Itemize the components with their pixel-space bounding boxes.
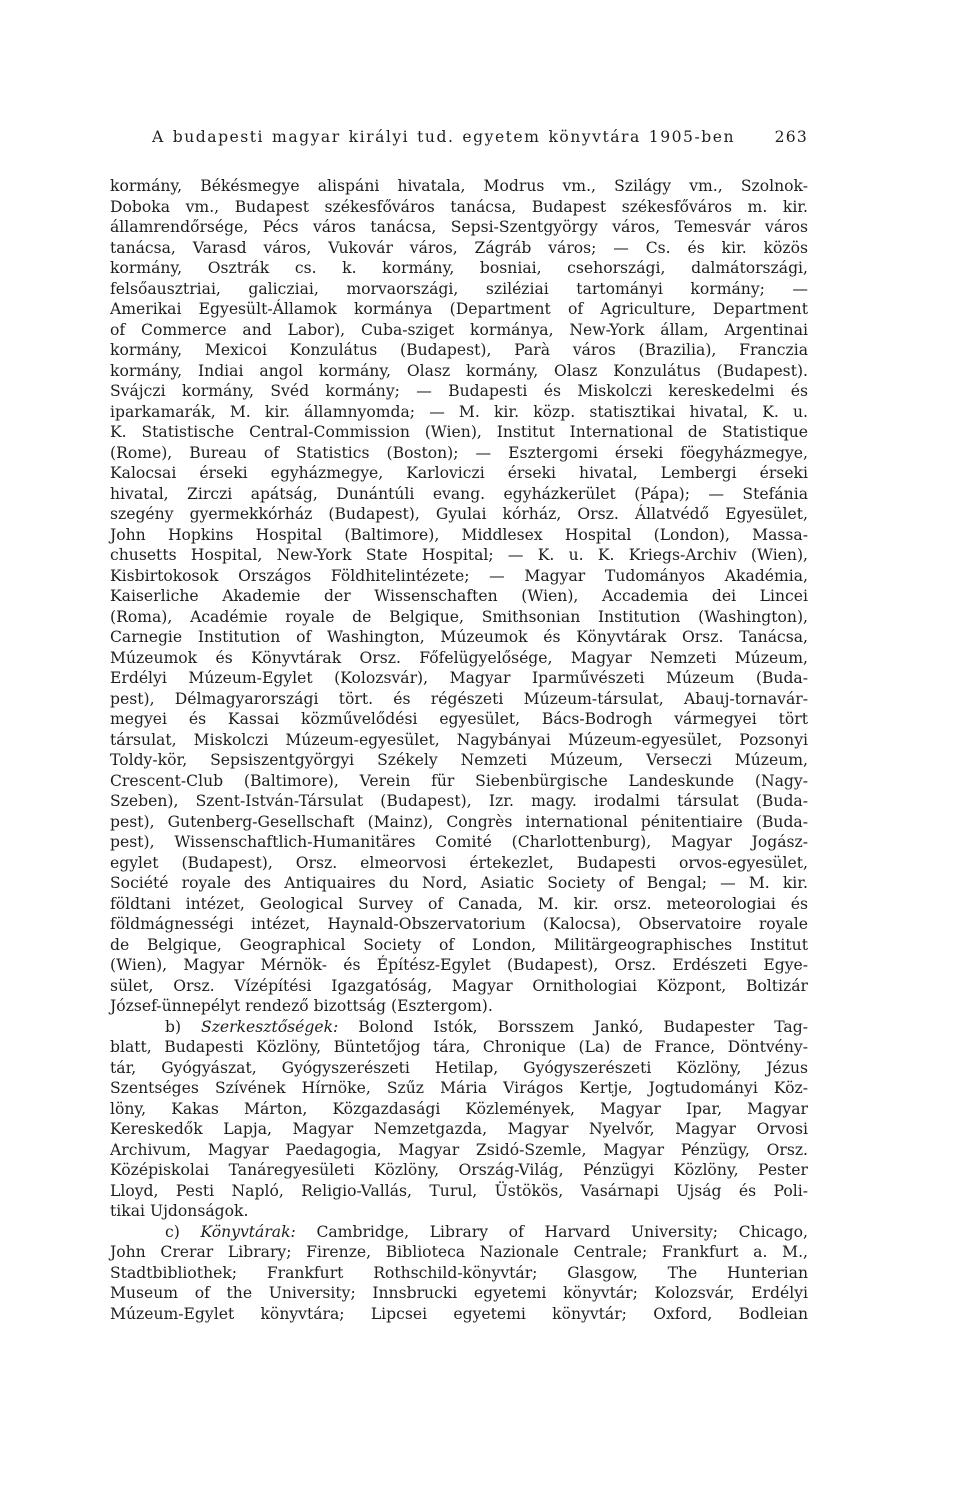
text-line: tikai Ujdonságok. xyxy=(110,1202,249,1220)
text-line: József-ünnepélyt rendező bizottság (Esztergom). xyxy=(110,997,493,1015)
text-line: felsőausztriai, galicziai, morvaországi, sziléziai tartományi kormány; — xyxy=(110,279,808,298)
section-heading: Szerkesztőségek: xyxy=(201,1017,339,1036)
text-line: Doboka vm., Budapest székesfőváros tanácsa, Budapest székesfőváros m. kir. xyxy=(110,197,808,216)
text-line: Lloyd, Pesti Napló, Religio-Vallás, Turul, Üstökös, Vasárnapi Ujság és Poli- xyxy=(110,1181,808,1200)
text-line: K. Statistische Central-Commission (Wien), Institut International de Statistique xyxy=(110,423,808,441)
text-line: Société royale des Antiquaires du Nord, Asiatic Society of Bengal; — M. kir. xyxy=(110,874,808,892)
text-line: pest), Gutenberg-Gesellschaft (Mainz), Congrès international pénitentiaire (Buda- xyxy=(110,812,808,831)
text-line: John Hopkins Hospital (Baltimore), Middlesex Hospital (London), Massa- xyxy=(110,525,808,544)
text-line: Bolond Istók, Borsszem Jankó, Budapester Tag- xyxy=(358,1017,808,1036)
text-line: kormány, Indiai angol kormány, Olasz kormány, Olasz Konzulátus (Budapest). xyxy=(110,361,808,380)
text-line: államrendőrsége, Pécs város tanácsa, Sepsi-Szentgyörgy város, Temesvár város xyxy=(110,218,808,236)
text-line: of Commerce and Labor), Cuba-sziget kormánya, New-York állam, Argentinai xyxy=(110,320,808,339)
text-line: Amerikai Egyesült-Államok kormánya (Department of Agriculture, Department xyxy=(110,300,808,318)
section-heading: Könyvtárak: xyxy=(200,1222,296,1241)
text-line: kormány, Osztrák cs. k. kormány, bosniai, csehországi, dalmátországi, xyxy=(110,259,808,277)
section-heading-line xyxy=(110,1017,808,1038)
text-line: löny, Kakas Márton, Közgazdasági Közlemények, Magyar Ipar, Magyar xyxy=(110,1099,808,1118)
text-line: Kalocsai érseki egyházmegye, Karloviczi érseki hivatal, Lembergi érseki xyxy=(110,464,808,482)
paragraph-b xyxy=(110,1017,808,1222)
text-line: kormány, Mexicoi Konzulátus (Budapest), Parà város (Brazilia), Franczia xyxy=(110,341,808,359)
paragraph-c xyxy=(110,1222,808,1325)
text-line: földtani intézet, Geological Survey of Canada, M. kir. orsz. meteorologiai és xyxy=(110,894,808,913)
text-line: Cambridge, Library of Harvard University; Chicago, xyxy=(316,1222,808,1241)
text-line: chusetts Hospital, New-York State Hospital; — K. u. K. Kriegs-Archiv (Wien), xyxy=(110,546,808,564)
text-line: (Rome), Bureau of Statistics (Boston); — Esztergomi érseki föegyházmegye, xyxy=(110,443,808,462)
text-line: társulat, Miskolczi Múzeum-egyesület, Nagybányai Múzeum-egyesület, Pozsonyi xyxy=(110,730,808,749)
text-line: Kereskedők Lapja, Magyar Nemzetgazda, Magyar Nyelvőr, Magyar Orvosi xyxy=(110,1120,808,1138)
text-line: Múzeum-Egylet könyvtára; Lipcsei egyetemi könyvtár; Oxford, Bodleian xyxy=(110,1304,808,1323)
text-line: Kaiserliche Akademie der Wissenschaften (Wien), Accademia dei Lincei xyxy=(110,587,808,605)
text-line: megyei és Kassai közművelődési egyesület, Bács-Bodrogh vármegyei tört xyxy=(110,710,808,728)
running-head: A budapesti magyar királyi tud. egyetem könyvtára 1905-ben xyxy=(152,128,735,146)
text-line: Középiskolai Tanáregyesületi Közlöny, Ország-Világ, Pénzügyi Közlöny, Pester xyxy=(110,1161,808,1179)
page-number: 263 xyxy=(774,128,808,146)
text-line: pest), Wissenschaftlich-Humanitäres Comité (Charlottenburg), Magyar Jogász- xyxy=(110,833,808,851)
text-line: Svájczi kormány, Svéd kormány; — Budapesti és Miskolczi kereskedelmi és xyxy=(110,382,808,400)
text-line: földmágnességi intézet, Haynald-Obszervatorium (Kalocsa), Observatoire royale xyxy=(110,915,808,933)
text-line: Kisbirtokosok Országos Földhitelintézete; — Magyar Tudományos Akadémia, xyxy=(110,566,808,585)
text-line: szegény gyermekkórház (Budapest), Gyulai kórház, Orsz. Állatvédő Egyesület, xyxy=(110,505,808,523)
text-line: sület, Orsz. Vízépítési Igazgatóság, Magyar Ornithologiai Központ, Boltizár xyxy=(110,976,808,995)
text-line: Szentséges Szívének Hírnöke, Szűz Mária Virágos Kertje, Jogtudományi Köz- xyxy=(110,1079,808,1097)
text-line: Toldy-kör, Sepsiszentgyörgyi Székely Nemzeti Múzeum, Verseczi Múzeum, xyxy=(110,751,808,769)
list-marker: c) xyxy=(165,1222,180,1241)
text-line: tár, Gyógyászat, Gyógyszerészeti Hetilap, Gyógyszerészeti Közlöny, Jézus xyxy=(110,1058,808,1077)
text-line: Crescent-Club (Baltimore), Verein für Siebenbürgische Landeskunde (Nagy- xyxy=(110,771,808,790)
section-heading-line xyxy=(110,1222,808,1243)
text-line: Museum of the University; Innsbrucki egyetemi könyvtár; Kolozsvár, Erdélyi xyxy=(110,1284,808,1302)
text-line: Stadtbibliothek; Frankfurt Rothschild-könyvtár; Glasgow, The Hunterian xyxy=(110,1263,808,1282)
text-line: Archivum, Magyar Paedagogia, Magyar Zsidó-Szemle, Magyar Pénzügy, Orsz. xyxy=(110,1140,808,1159)
text-line: egylet (Budapest), Orsz. elmeorvosi értekezlet, Budapesti orvos-egyesület, xyxy=(110,853,808,872)
text-line: hivatal, Zirczi apátság, Dunántúli evang. egyházkerület (Pápa); — Stefánia xyxy=(110,484,808,503)
text-line: pest), Délmagyarországi tört. és régészeti Múzeum-társulat, Abauj-tornavár- xyxy=(110,689,808,708)
text-line: de Belgique, Geographical Society of London, Militärgeographisches Institut xyxy=(110,935,808,954)
text-line: blatt, Budapesti Közlöny, Büntetőjog tára, Chronique (La) de France, Döntvény- xyxy=(110,1038,808,1056)
text-line: Szeben), Szent-István-Társulat (Budapest), Izr. magy. irodalmi társulat (Buda- xyxy=(110,792,808,810)
text-line: Carnegie Institution of Washington, Múzeumok és Könyvtárak Orsz. Tanácsa, xyxy=(110,628,808,646)
body-text xyxy=(110,176,808,1324)
text-line: tanácsa, Varasd város, Vukovár város, Zágráb város; — Cs. és kir. közös xyxy=(110,238,808,257)
text-line: iparkamarák, M. kir. államnyomda; — M. kir. közp. statisztikai hivatal, K. u. xyxy=(110,402,808,421)
paragraph-a xyxy=(110,176,808,1017)
text-line: kormány, Békésmegye alispáni hivatala, Modrus vm., Szilágy vm., Szolnok- xyxy=(110,177,808,195)
list-marker: b) xyxy=(165,1017,182,1036)
text-line: (Roma), Académie royale de Belgique, Smithsonian Institution (Washington), xyxy=(110,607,808,626)
text-line: Múzeumok és Könyvtárak Orsz. Főfelügyelősége, Magyar Nemzeti Múzeum, xyxy=(110,648,808,667)
text-line: (Wien), Magyar Mérnök- és Építész-Egylet (Budapest), Orsz. Erdészeti Egye- xyxy=(110,956,808,974)
text-line: John Crerar Library; Firenze, Biblioteca Nazionale Centrale; Frankfurt a. M., xyxy=(110,1243,808,1261)
text-line: Erdélyi Múzeum-Egylet (Kolozsvár), Magyar Iparművészeti Múzeum (Buda- xyxy=(110,669,808,687)
